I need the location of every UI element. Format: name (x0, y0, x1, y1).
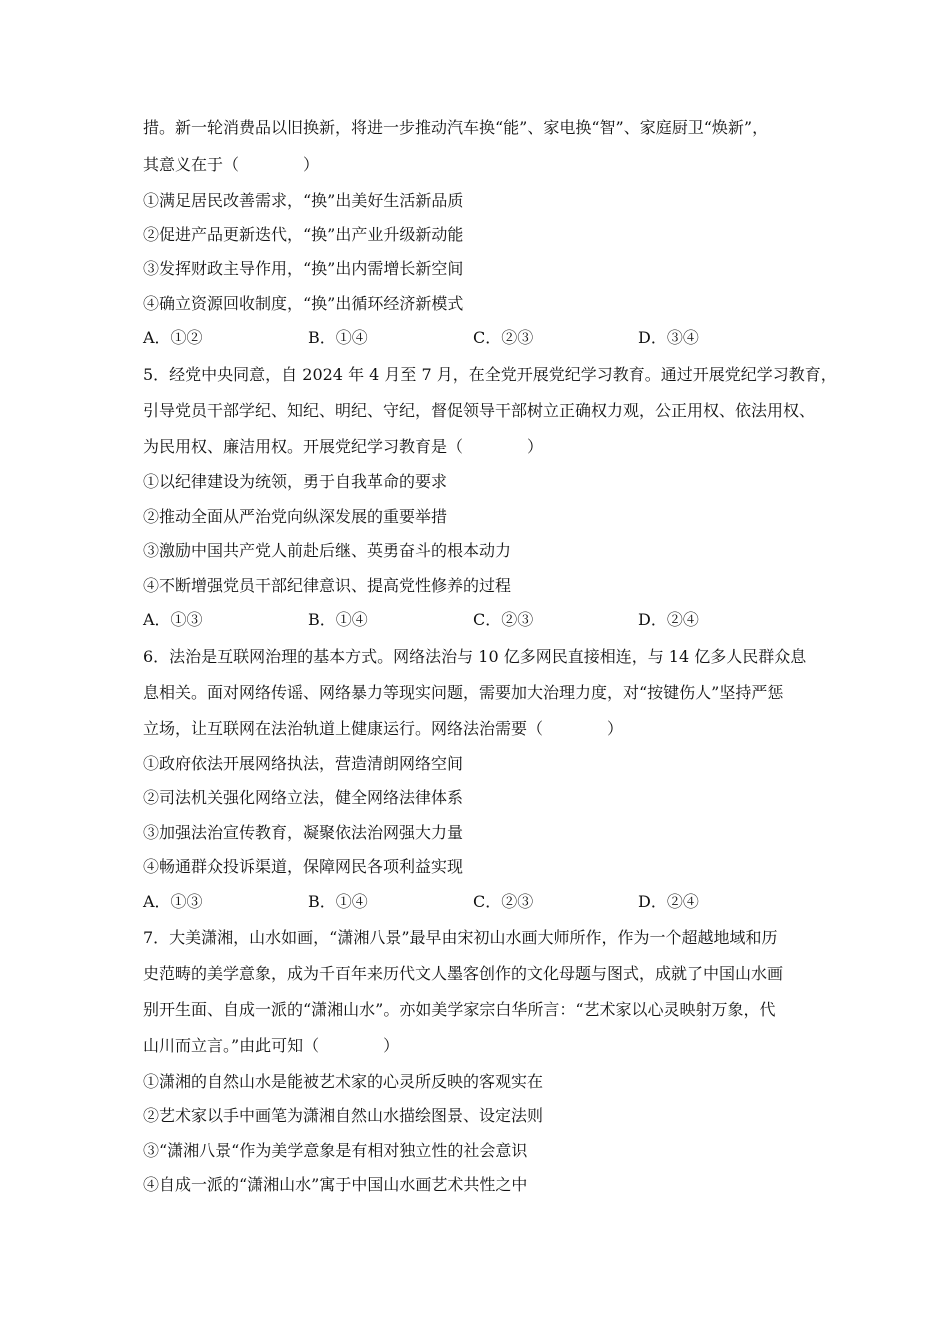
question-stem-line: 5．经党中央同意，自 2024 年 4 月至 7 月，在全党开展党纪学习教育。通过开展党纪学习教育， (143, 365, 837, 384)
question-stem-line: 7．大美潇湘，山水如画，“潇湘八景”最早由宋初山水画大师所作，作为一个超越地域和历 (143, 928, 778, 947)
question-stem-line: 息相关。面对网络传谣、网络暴力等现实问题，需要加大治理力度，对“按键伤人”坚持严惩 (143, 683, 784, 702)
statement-item: ①满足居民改善需求，“换”出美好生活新品质 (143, 191, 464, 210)
statement-item: ④自成一派的“潇湘山水”寓于中国山水画艺术共性之中 (143, 1175, 528, 1194)
question-stem-line: 别开生面、自成一派的“潇湘山水”。亦如美学家宗白华所言：“艺术家以心灵映射万象，代 (143, 1000, 776, 1019)
option-c: C．②③ (473, 892, 534, 911)
option-b: B．①④ (308, 892, 368, 911)
statement-item: ④不断增强党员干部纪律意识、提高党性修养的过程 (143, 576, 512, 595)
answer-options (143, 328, 843, 348)
option-d: D．③④ (638, 328, 699, 347)
question-stem-line: 引导党员干部学纪、知纪、明纪、守纪，督促领导干部树立正确权力观，公正用权、依法用权、 (143, 401, 816, 420)
statement-item: ③加强法治宣传教育，凝聚依法治网强大力量 (143, 823, 464, 842)
option-b: B．①④ (308, 328, 368, 347)
option-c: C．②③ (473, 610, 534, 629)
question-stem-line: 为民用权、廉洁用权。开展党纪学习教育是（ ） (143, 437, 544, 456)
option-c: C．②③ (473, 328, 534, 347)
question-stem-line: 立场，让互联网在法治轨道上健康运行。网络法治需要（ ） (143, 719, 624, 738)
statement-item: ②促进产品更新迭代，“换”出产业升级新动能 (143, 225, 464, 244)
statement-item: ④畅通群众投诉渠道，保障网民各项利益实现 (143, 857, 464, 876)
statement-item: ①以纪律建设为统领，勇于自我革命的要求 (143, 472, 448, 491)
statement-item: ②推动全面从严治党向纵深发展的重要举措 (143, 507, 448, 526)
statement-item: ②司法机关强化网络立法，健全网络法律体系 (143, 788, 464, 807)
statement-item: ③“潇湘八景“作为美学意象是有相对独立性的社会意识 (143, 1141, 528, 1160)
question-stem-line: 措。新一轮消费品以旧换新，将进一步推动汽车换“能”、家电换“智”、家庭厨卫“焕新”， (143, 118, 769, 137)
answer-options (143, 892, 843, 912)
option-d: D．②④ (638, 892, 699, 911)
question-stem-line: 史范畴的美学意象，成为千百年来历代文人墨客创作的文化母题与图式，成就了中国山水画 (143, 964, 784, 983)
question-stem-line: 其意义在于（ ） (143, 155, 320, 174)
statement-item: ③激励中国共产党人前赴后继、英勇奋斗的根本动力 (143, 541, 512, 560)
statement-item: ①政府依法开展网络执法，营造清朗网络空间 (143, 754, 464, 773)
statement-item: ④确立资源回收制度，“换”出循环经济新模式 (143, 294, 464, 313)
question-stem-line: 山川而立言。”由此可知（ ） (143, 1036, 400, 1055)
option-d: D．②④ (638, 610, 699, 629)
question-stem-line: 6．法治是互联网治理的基本方式。网络法治与 10 亿多网民直接相连，与 14 亿多人民群众息 (143, 647, 807, 666)
option-a: A．①③ (143, 610, 203, 629)
statement-item: ①潇湘的自然山水是能被艺术家的心灵所反映的客观实在 (143, 1072, 544, 1091)
option-a: A．①② (143, 328, 203, 347)
option-a: A．①③ (143, 892, 203, 911)
statement-item: ③发挥财政主导作用，“换”出内需增长新空间 (143, 259, 464, 278)
option-b: B．①④ (308, 610, 368, 629)
answer-options (143, 610, 843, 630)
statement-item: ②艺术家以手中画笔为潇湘自然山水描绘图景、设定法则 (143, 1106, 544, 1125)
